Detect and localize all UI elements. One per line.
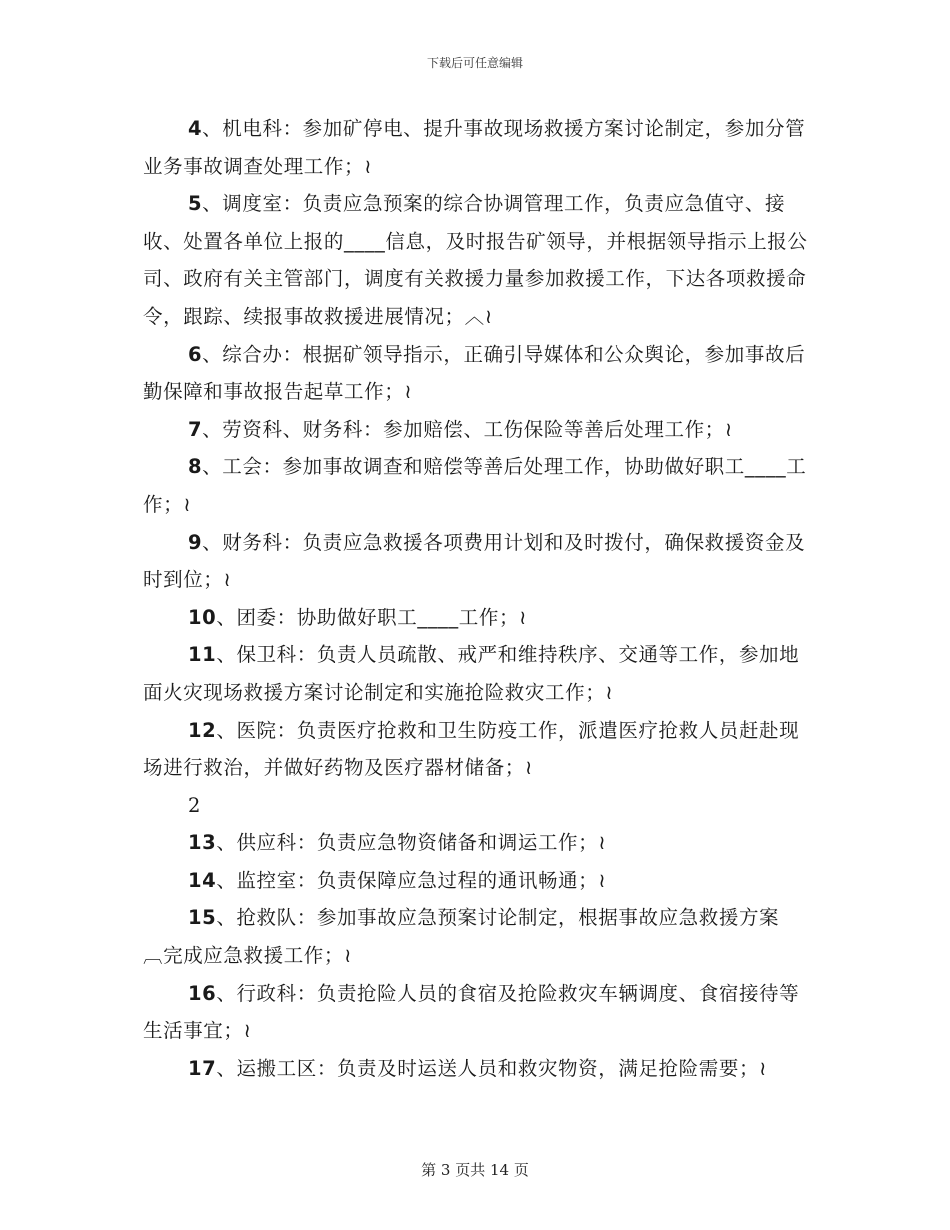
list-item: 6、综合办：根据矿领导指示，正确引导媒体和公众舆论，参加事故后勤保障和事故报告起草工作；≀ [143, 342, 806, 404]
page-footer: 第 3 页共 14 页 [421, 1161, 529, 1179]
list-item: 12、医院：负责医疗抢救和卫生防疫工作，派遣医疗抢救人员赶赴现场进行救治，并做好药物及医疗器材储备；≀ [143, 718, 800, 780]
list-item: 8、工会：参加事故调查和赔偿等善后处理工作，协助做好职工____工作；≀ [143, 455, 807, 516]
list-item: 11、保卫科：负责人员疏散、戒严和维持秩序、交通等工作，参加地面火灾现场救援方案讨论制定和实施抢险救灾工作；≀ [143, 643, 800, 704]
list-item: 5、调度室：负责应急预案的综合协调管理工作，负责应急值守、接收、处置各单位上报的____信息，及时报告矿领导，并根据领导指示上报公司、政府有关主管部门，调度有关救援力量参加救援工作，下达各项救援命令，跟踪、续报事故救援进展情况；︿≀ [143, 192, 808, 328]
list-item: 10、团委：协助做好职工____工作；≀ [188, 605, 527, 629]
list-item: 16、行政科：负责抢险人员的食宿及抢险救灾车辆调度、食宿接待等生活事宜；≀ [143, 981, 800, 1043]
list-item: 9、财务科：负责应急救援各项费用计划和及时拨付，确保救援资金及时到位；≀ [143, 530, 806, 592]
list-item: 14、监控室：负责保障应急过程的通讯畅通；≀ [188, 868, 607, 892]
page-header: 下载后可任意编辑 [426, 56, 523, 70]
inline-page-number: 2 [188, 793, 202, 817]
list-item: 4、机电科：参加矿停电、提升事故现场救援方案讨论制定，参加分管业务事故调查处理工作；≀ [143, 117, 806, 178]
list-item: 7、劳资科、财务科：参加赔偿、工伤保险等善后处理工作；≀ [188, 417, 733, 441]
document-body [143, 110, 810, 1087]
list-item: 15、抢救队：参加事故应急预案讨论制定，根据事故应急救援方案︹完成应急救援工作；≀ [143, 906, 780, 968]
list-item: 17、运搬工区：负责及时运送人员和救灾物资，满足抢险需要；≀ [188, 1056, 767, 1080]
list-item: 13、供应科：负责应急物资储备和调运工作；≀ [188, 831, 607, 855]
